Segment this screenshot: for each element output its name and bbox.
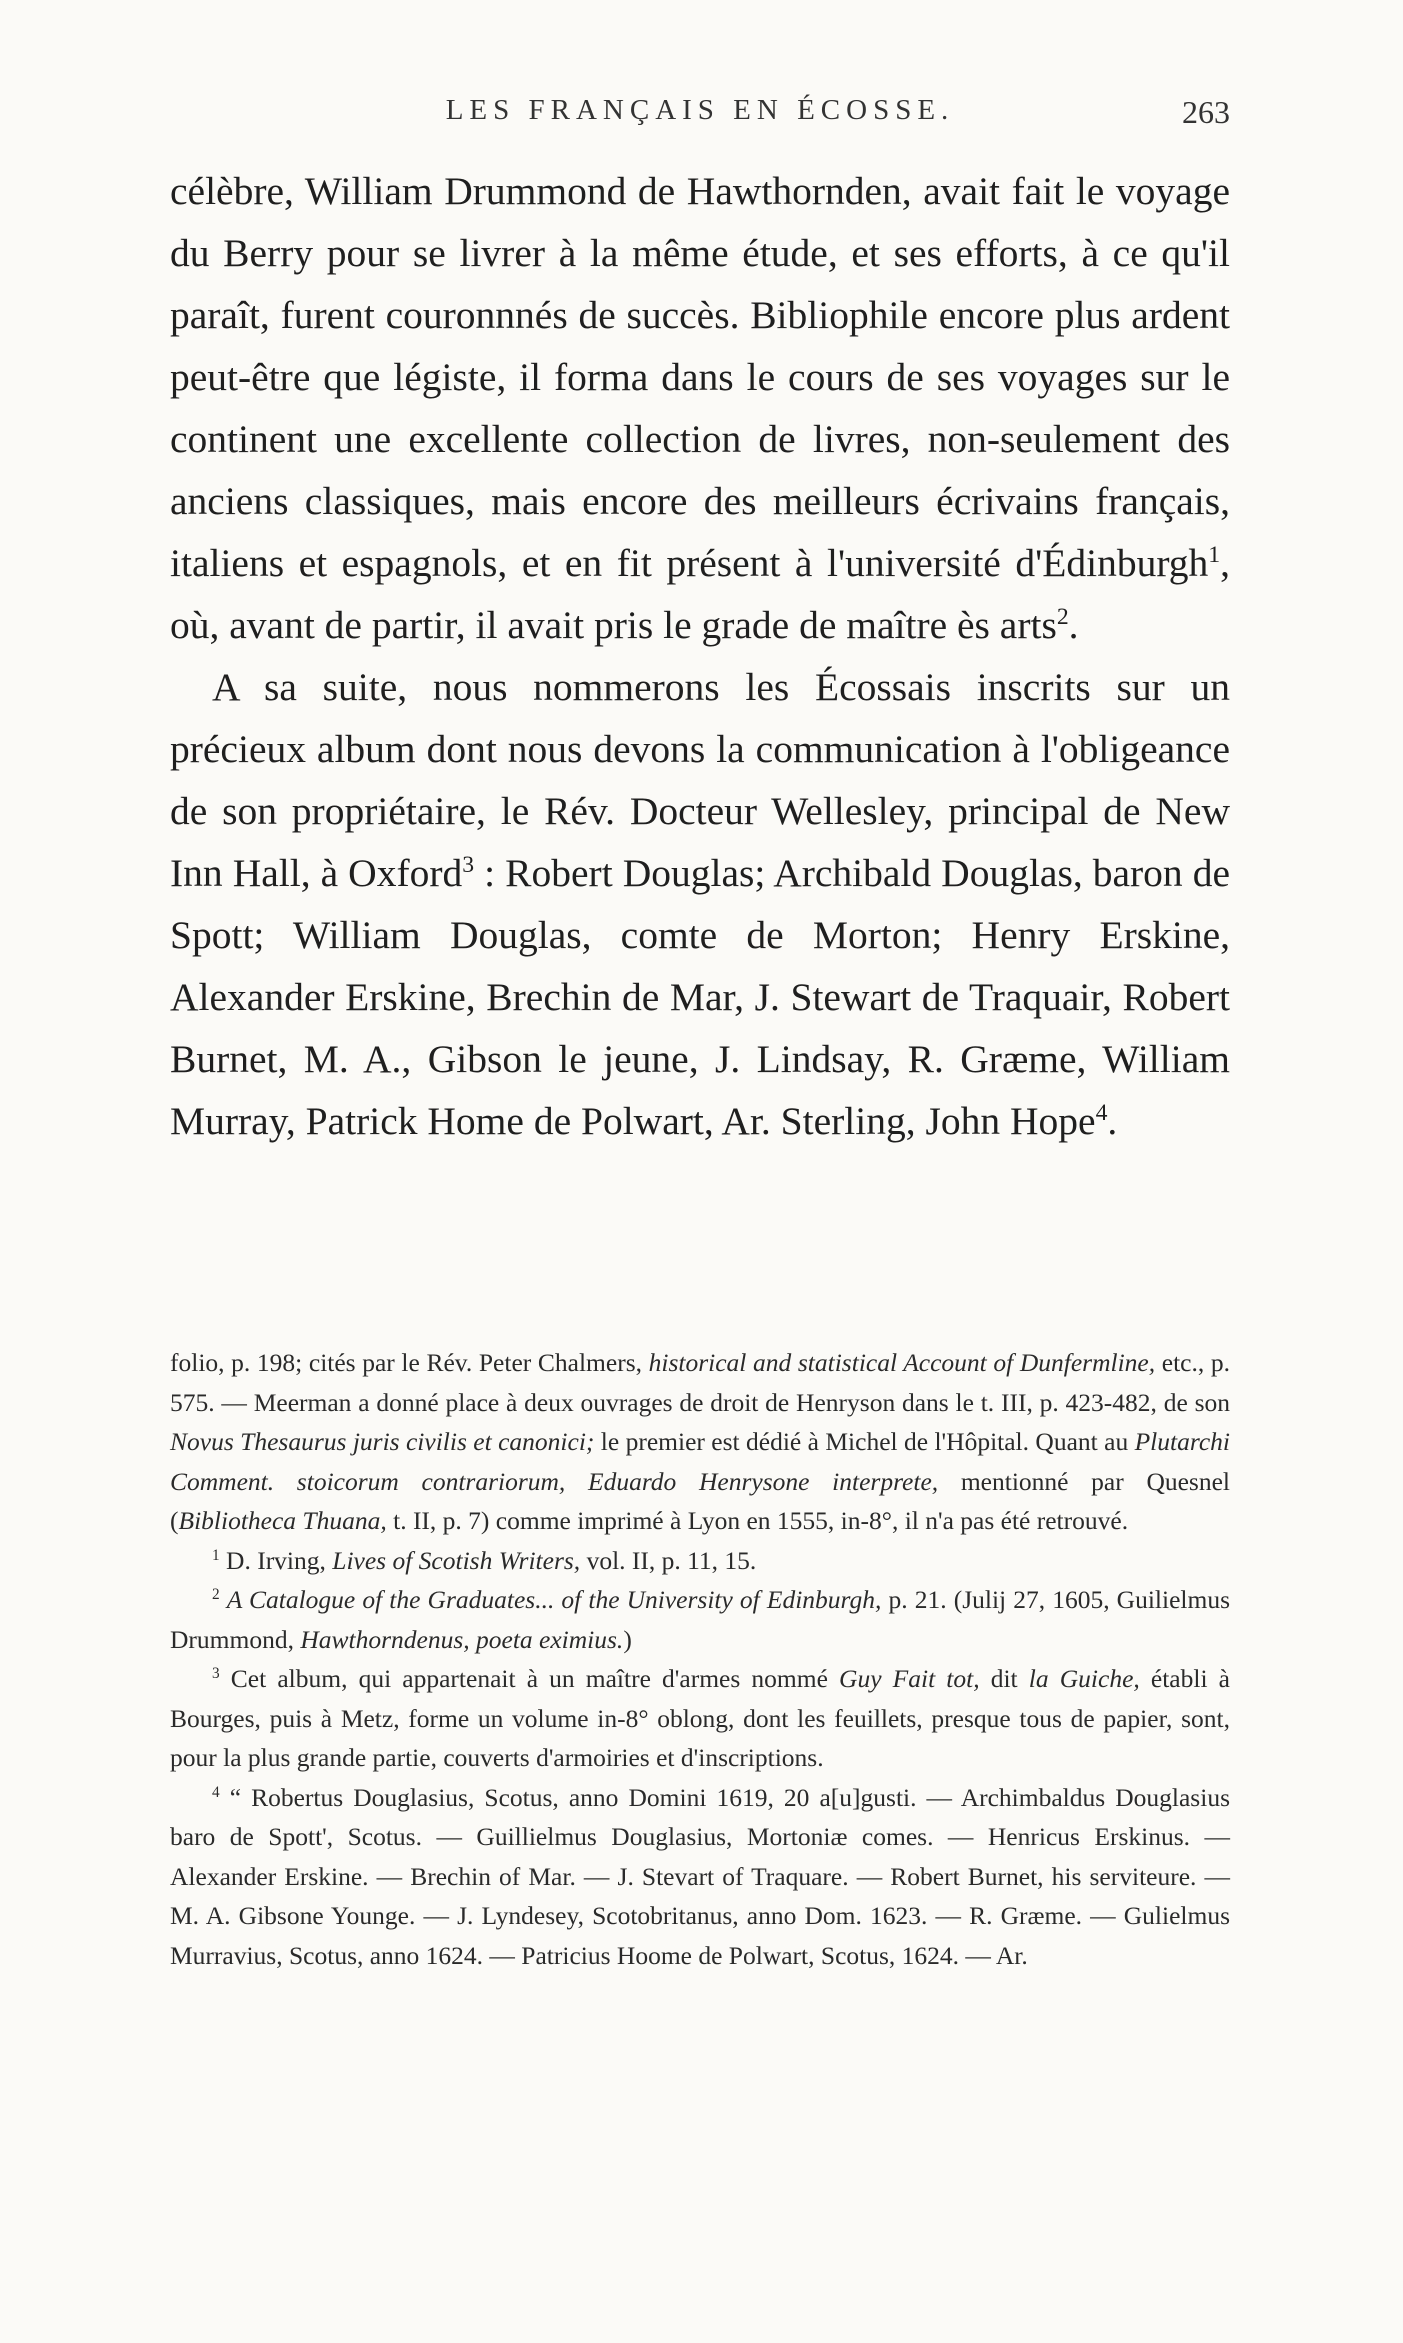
footnote-text bbox=[220, 1585, 227, 1614]
paragraph-2-text-c: . bbox=[1107, 1099, 1118, 1143]
footnote-text: vol. II, p. 11, 15. bbox=[580, 1545, 757, 1575]
running-head bbox=[170, 94, 1230, 138]
footnote-4-mark: 4 bbox=[212, 1783, 220, 1801]
footnote-text: établi à Bourges, puis à Metz, forme un volume in-8° oblong, dont les feuillets, presque tous de papier, sont, pour la plus grande partie, couverts d'armoiries et d'inscriptions. bbox=[170, 1664, 1230, 1772]
paragraph-1-text-a: célèbre, William Drummond de Hawthornden, avait fait le voyage du Berry pour se livrer à la même étude, et ses efforts, à ce qu'il paraît, furent couronnnés de succès. Bibliophile encore plus ardent peut-être que légiste, il forma dans le cours de ses voyages sur le continent une excellente collection de livres, non-seulement des anciens classiques, mais encore des meilleurs écrivains français, italiens et espagnols, et en fit présent à l'université d'Édinburgh bbox=[170, 169, 1230, 585]
footnote-ref-4: 4 bbox=[1095, 1099, 1108, 1126]
main-text bbox=[170, 160, 1230, 1152]
footnotes bbox=[170, 1343, 1230, 1975]
footnote-ref-3: 3 bbox=[462, 851, 475, 878]
footnote-2-mark: 2 bbox=[212, 1585, 220, 1603]
footnote-1 bbox=[170, 1541, 1230, 1581]
paragraph-2-text-a: A sa suite, nous nommerons les Écossais inscrits sur un précieux album dont nous devons la communication à l'obligeance de son propriétaire, le Rév. Docteur Wellesley, principal de New Inn Hall, à Oxford bbox=[170, 665, 1230, 895]
footnote-3-mark: 3 bbox=[212, 1664, 220, 1682]
footnote-text: p. 21. (Julij 27, 1605, Guilielmus Drummond, bbox=[170, 1585, 1231, 1654]
footnote-text: ) bbox=[623, 1624, 632, 1654]
footnote-text: le premier est dédié à Michel de l'Hôpital. Quant au bbox=[594, 1427, 1135, 1456]
footnote-3 bbox=[170, 1659, 1230, 1778]
footnote-continuation bbox=[170, 1343, 1230, 1541]
paragraph-1 bbox=[170, 160, 1230, 656]
page-number: 263 bbox=[1182, 94, 1230, 130]
footnote-title-italic: Hawthorndenus, poeta eximius. bbox=[300, 1624, 624, 1654]
footnote-ref-2: 2 bbox=[1056, 603, 1069, 630]
footnote-4 bbox=[170, 1778, 1230, 1976]
footnote-2 bbox=[170, 1580, 1230, 1659]
footnote-title-italic: Plutarchi Comment. stoicorum contrariorum, Eduardo Henrysone interprete, bbox=[170, 1427, 1230, 1496]
footnote-title-italic: Novus Thesaurus juris civilis et canonici; bbox=[170, 1427, 595, 1456]
footnote-title-italic: A Catalogue of the Graduates... of the University of Edinburgh, bbox=[226, 1585, 882, 1614]
footnote-text: Cet album, qui appartenait à un maître d'armes nommé bbox=[219, 1664, 840, 1693]
footnote-ref-1: 1 bbox=[1208, 541, 1221, 568]
footnote-title-italic: Bibliotheca Thuana, bbox=[178, 1506, 387, 1535]
footnote-text: t. II, p. 7) comme imprimé à Lyon en 1555, in-8°, il n'a pas été retrouvé. bbox=[386, 1506, 1129, 1535]
paragraph-2-text-b: : Robert Douglas; Archibald Douglas, baron de Spott; William Douglas, comte de Morton; Henry Erskine, Alexander Erskine, Brechin de Mar, J. Stewart de Traquair, Robert Burnet, M. A., Gibson le jeune, J. Lindsay, R. Græme, William Murray, Patrick Home de Polwart, Ar. Sterling, John Hope bbox=[170, 851, 1230, 1143]
footnote-text: etc., p. 575. — Meerman a donné place à deux ouvrages de droit de Henryson dans le t. III, p. 423-482, de son bbox=[170, 1348, 1230, 1417]
footnote-title-italic: Lives of Scotish Writers, bbox=[332, 1545, 581, 1575]
footnote-text: folio, p. 198; cités par le Rév. Peter Chalmers, bbox=[170, 1348, 649, 1377]
paragraph-1-text-b: , où, avant de partir, il avait pris le grade de maître ès arts bbox=[170, 541, 1230, 647]
footnote-title-italic: Guy Fait tot, bbox=[839, 1664, 980, 1693]
paragraph-2 bbox=[170, 656, 1230, 1152]
footnote-text: mentionné par Quesnel ( bbox=[170, 1466, 1231, 1535]
footnote-text: dit bbox=[979, 1664, 1029, 1693]
footnote-title-italic: la Guiche, bbox=[1028, 1664, 1140, 1693]
paragraph-1-text-c: . bbox=[1068, 603, 1079, 647]
footnote-1-mark: 1 bbox=[212, 1546, 220, 1564]
footnote-title-italic: historical and statistical Account of Dunfermline, bbox=[648, 1348, 1156, 1377]
running-title: LES FRANÇAIS EN ÉCOSSE. bbox=[445, 94, 955, 126]
footnote-text: D. Irving, bbox=[219, 1545, 333, 1575]
footnote-text: “ Robertus Douglasius, Scotus, anno Domini 1619, 20 a[u]gusti. — Archimbaldus Douglasius baro de Spott', Scotus. — Guillielmus Douglasius, Mortoniæ comes. — Henricus Erskinus. — Alexander Erskine. — Brechin of Mar. — J. Stevart of Traquare. — Robert Burnet, his serviteure. — M. A. Gibsone Younge. — J. Lyndesey, Scotobritanus, anno Dom. 1623. — R. Græme. — Gulielmus Murravius, Scotus, anno 1624. — Patricius Hoome de Polwart, Scotus, 1624. — Ar. bbox=[170, 1782, 1230, 1970]
